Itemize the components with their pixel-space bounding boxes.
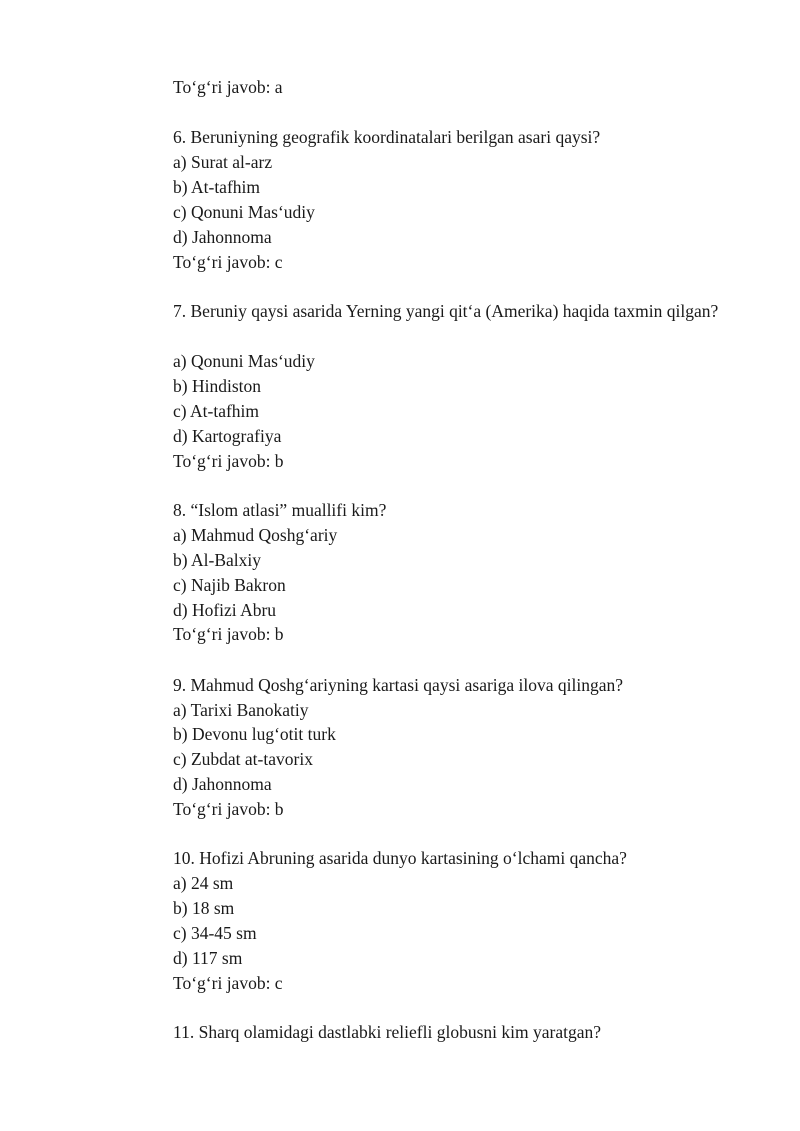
option-6d: d) Jahonnoma: [173, 227, 272, 247]
option-8b: b) Al-Balxiy: [173, 550, 261, 570]
question-11: 11. Sharq olamidagi dastlabki reliefli globusni kim yaratgan?: [173, 1022, 601, 1042]
option-7a: a) Qonuni Mas‘udiy: [173, 351, 315, 371]
option-7c: c) At-tafhim: [173, 401, 260, 421]
option-9d: d) Jahonnoma: [173, 774, 272, 794]
answer-7: To‘g‘ri javob: b: [173, 451, 284, 471]
answer-5: To‘g‘ri javob: a: [173, 77, 283, 97]
option-7d: d) Kartografiya: [173, 426, 282, 446]
option-6c: c) Qonuni Mas‘udiy: [173, 202, 315, 222]
answer-10: To‘g‘ri javob: c: [173, 973, 283, 993]
option-6b: b) At-tafhim: [173, 177, 260, 197]
option-7b: b) Hindiston: [173, 376, 261, 396]
answer-8: To‘g‘ri javob: b: [173, 624, 284, 644]
question-8: 8. “Islom atlasi” muallifi kim?: [173, 500, 387, 520]
option-10a: a) 24 sm: [173, 873, 234, 893]
option-9a: a) Tarixi Banokatiy: [173, 700, 309, 720]
option-10b: b) 18 sm: [173, 898, 235, 918]
question-10: 10. Hofizi Abruning asarida dunyo kartasining o‘lchami qancha?: [173, 848, 627, 868]
option-6a: a) Surat al-arz: [173, 152, 273, 172]
question-6: 6. Beruniyning geografik koordinatalari berilgan asari qaysi?: [173, 127, 601, 147]
question-9: 9. Mahmud Qoshg‘ariyning kartasi qaysi asariga ilova qilingan?: [173, 675, 624, 695]
question-7: 7. Beruniy qaysi asarida Yerning yangi qit‘a (Amerika) haqida taxmin qilgan?: [173, 301, 719, 321]
option-9c: c) Zubdat at-tavorix: [173, 749, 313, 769]
option-8d: d) Hofizi Abru: [173, 600, 277, 620]
option-8c: c) Najib Bakron: [173, 575, 286, 595]
answer-9: To‘g‘ri javob: b: [173, 799, 284, 819]
option-10d: d) 117 sm: [173, 948, 243, 968]
answer-6: To‘g‘ri javob: c: [173, 252, 283, 272]
option-8a: a) Mahmud Qoshg‘ariy: [173, 525, 338, 545]
option-10c: c) 34-45 sm: [173, 923, 257, 943]
option-9b: b) Devonu lug‘otit turk: [173, 724, 336, 744]
